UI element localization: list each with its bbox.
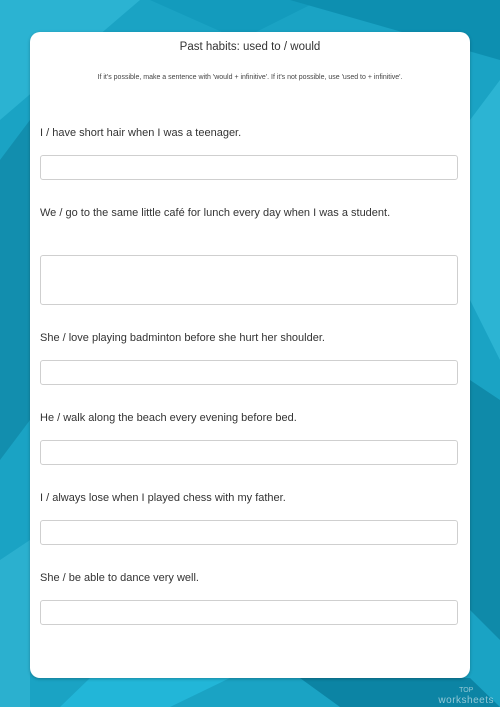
brand-logo <box>438 686 494 706</box>
brand-top-text: TOP <box>459 687 474 694</box>
worksheet-card <box>30 32 470 678</box>
question-prompt-1: I / have short hair when I was a teenager. <box>40 127 242 139</box>
question-prompt-2: We / go to the same little café for lunch every day when I was a student. <box>40 207 391 219</box>
question-prompt-6: She / be able to dance very well. <box>40 572 199 584</box>
question-prompt-5: I / always lose when I played chess with my father. <box>40 492 286 504</box>
page-title: Past habits: used to / would <box>179 41 321 53</box>
answer-field-6[interactable] <box>40 600 458 625</box>
answer-field-4[interactable] <box>40 440 458 465</box>
answer-field-5[interactable] <box>40 520 458 545</box>
answer-field-2[interactable] <box>40 255 458 305</box>
answer-field-3[interactable] <box>40 360 458 385</box>
question-prompt-4: He / walk along the beach every evening before bed. <box>40 412 297 424</box>
instructions-text: If it's possible, make a sentence with 'would + infinitive'. If it's not possible, use 'used to + infinitive'. <box>97 74 403 81</box>
question-prompt-3: She / love playing badminton before she hurt her shoulder. <box>40 332 325 344</box>
answer-field-1[interactable] <box>40 155 458 180</box>
brand-name-text: worksheets <box>438 695 494 706</box>
